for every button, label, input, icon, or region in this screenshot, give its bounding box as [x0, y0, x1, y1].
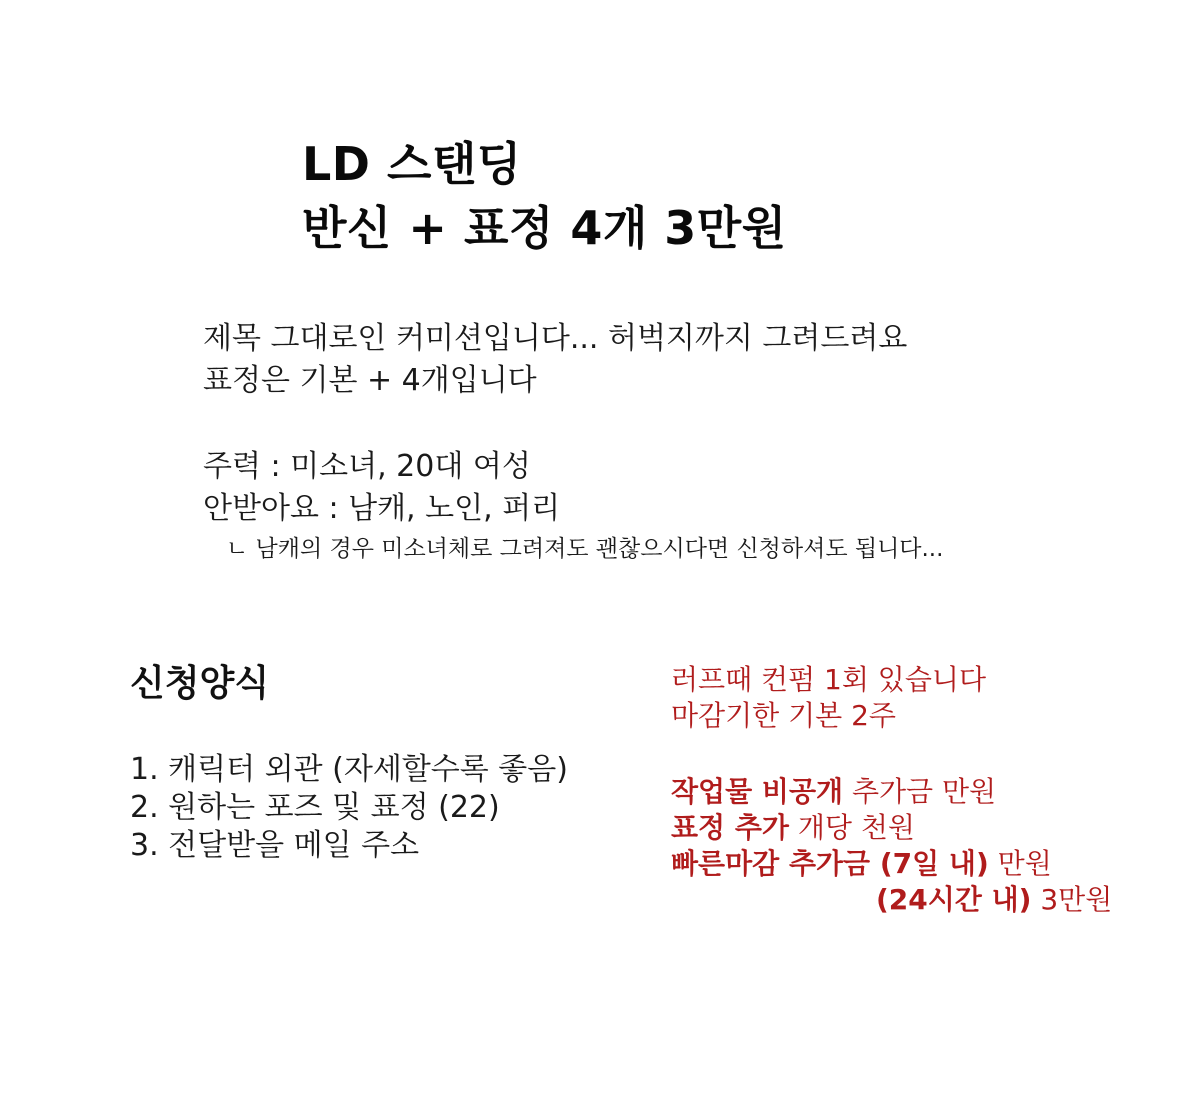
rush-24h-label: (24시간 내)	[876, 883, 1032, 916]
extra-expression-price	[671, 810, 1112, 846]
deadline-note: 마감기한 기본 2주	[671, 699, 896, 732]
title-line-2: 반신 + 표정 4개 3만원	[302, 201, 787, 255]
title-line-1: LD 스탠딩	[302, 137, 522, 191]
intro-note: ㄴ 남캐의 경우 미소녀체로 그려져도 괜찮으시다면 신청하셔도 됩니다...	[226, 536, 944, 562]
intro-line-2: 표정은 기본 + 4개입니다	[203, 363, 537, 398]
form-list	[130, 751, 568, 865]
private-work-price	[671, 774, 1112, 810]
private-work-value: 추가금 만원	[843, 775, 997, 808]
rough-confirm-note: 러프때 컨펌 1회 있습니다	[671, 663, 986, 696]
form-list-item: 2. 원하는 포즈 및 표정 (22)	[130, 790, 500, 825]
pricing-notes	[671, 662, 1112, 918]
rush-7day-label: 빠른마감 추가금 (7일 내)	[671, 847, 989, 880]
form-list-item: 3. 전달받을 메일 주소	[130, 828, 420, 863]
page-title	[302, 132, 787, 260]
intro-main-focus: 주력 : 미소녀, 20대 여성	[203, 449, 531, 484]
rush-24h-value: 3만원	[1031, 883, 1113, 916]
form-list-item: 1. 캐릭터 외관 (자세할수록 좋음)	[130, 752, 568, 787]
intro-line-1: 제목 그대로인 커미션입니다... 허벅지까지 그려드려요	[203, 321, 908, 356]
pricing-spacer	[671, 734, 1112, 774]
private-work-label: 작업물 비공개	[671, 775, 844, 808]
form-title: 신청양식	[130, 663, 270, 704]
rush-7day-value: 만원	[988, 847, 1052, 880]
intro-spacer	[203, 402, 907, 446]
rush-7day-price	[671, 846, 1112, 882]
extra-expression-label: 표정 추가	[671, 811, 789, 844]
rush-24h-price	[671, 882, 1112, 918]
intro-section	[203, 318, 907, 530]
extra-expression-value: 개당 천원	[788, 811, 915, 844]
intro-not-accepted: 안받아요 : 남캐, 노인, 퍼리	[203, 491, 561, 526]
